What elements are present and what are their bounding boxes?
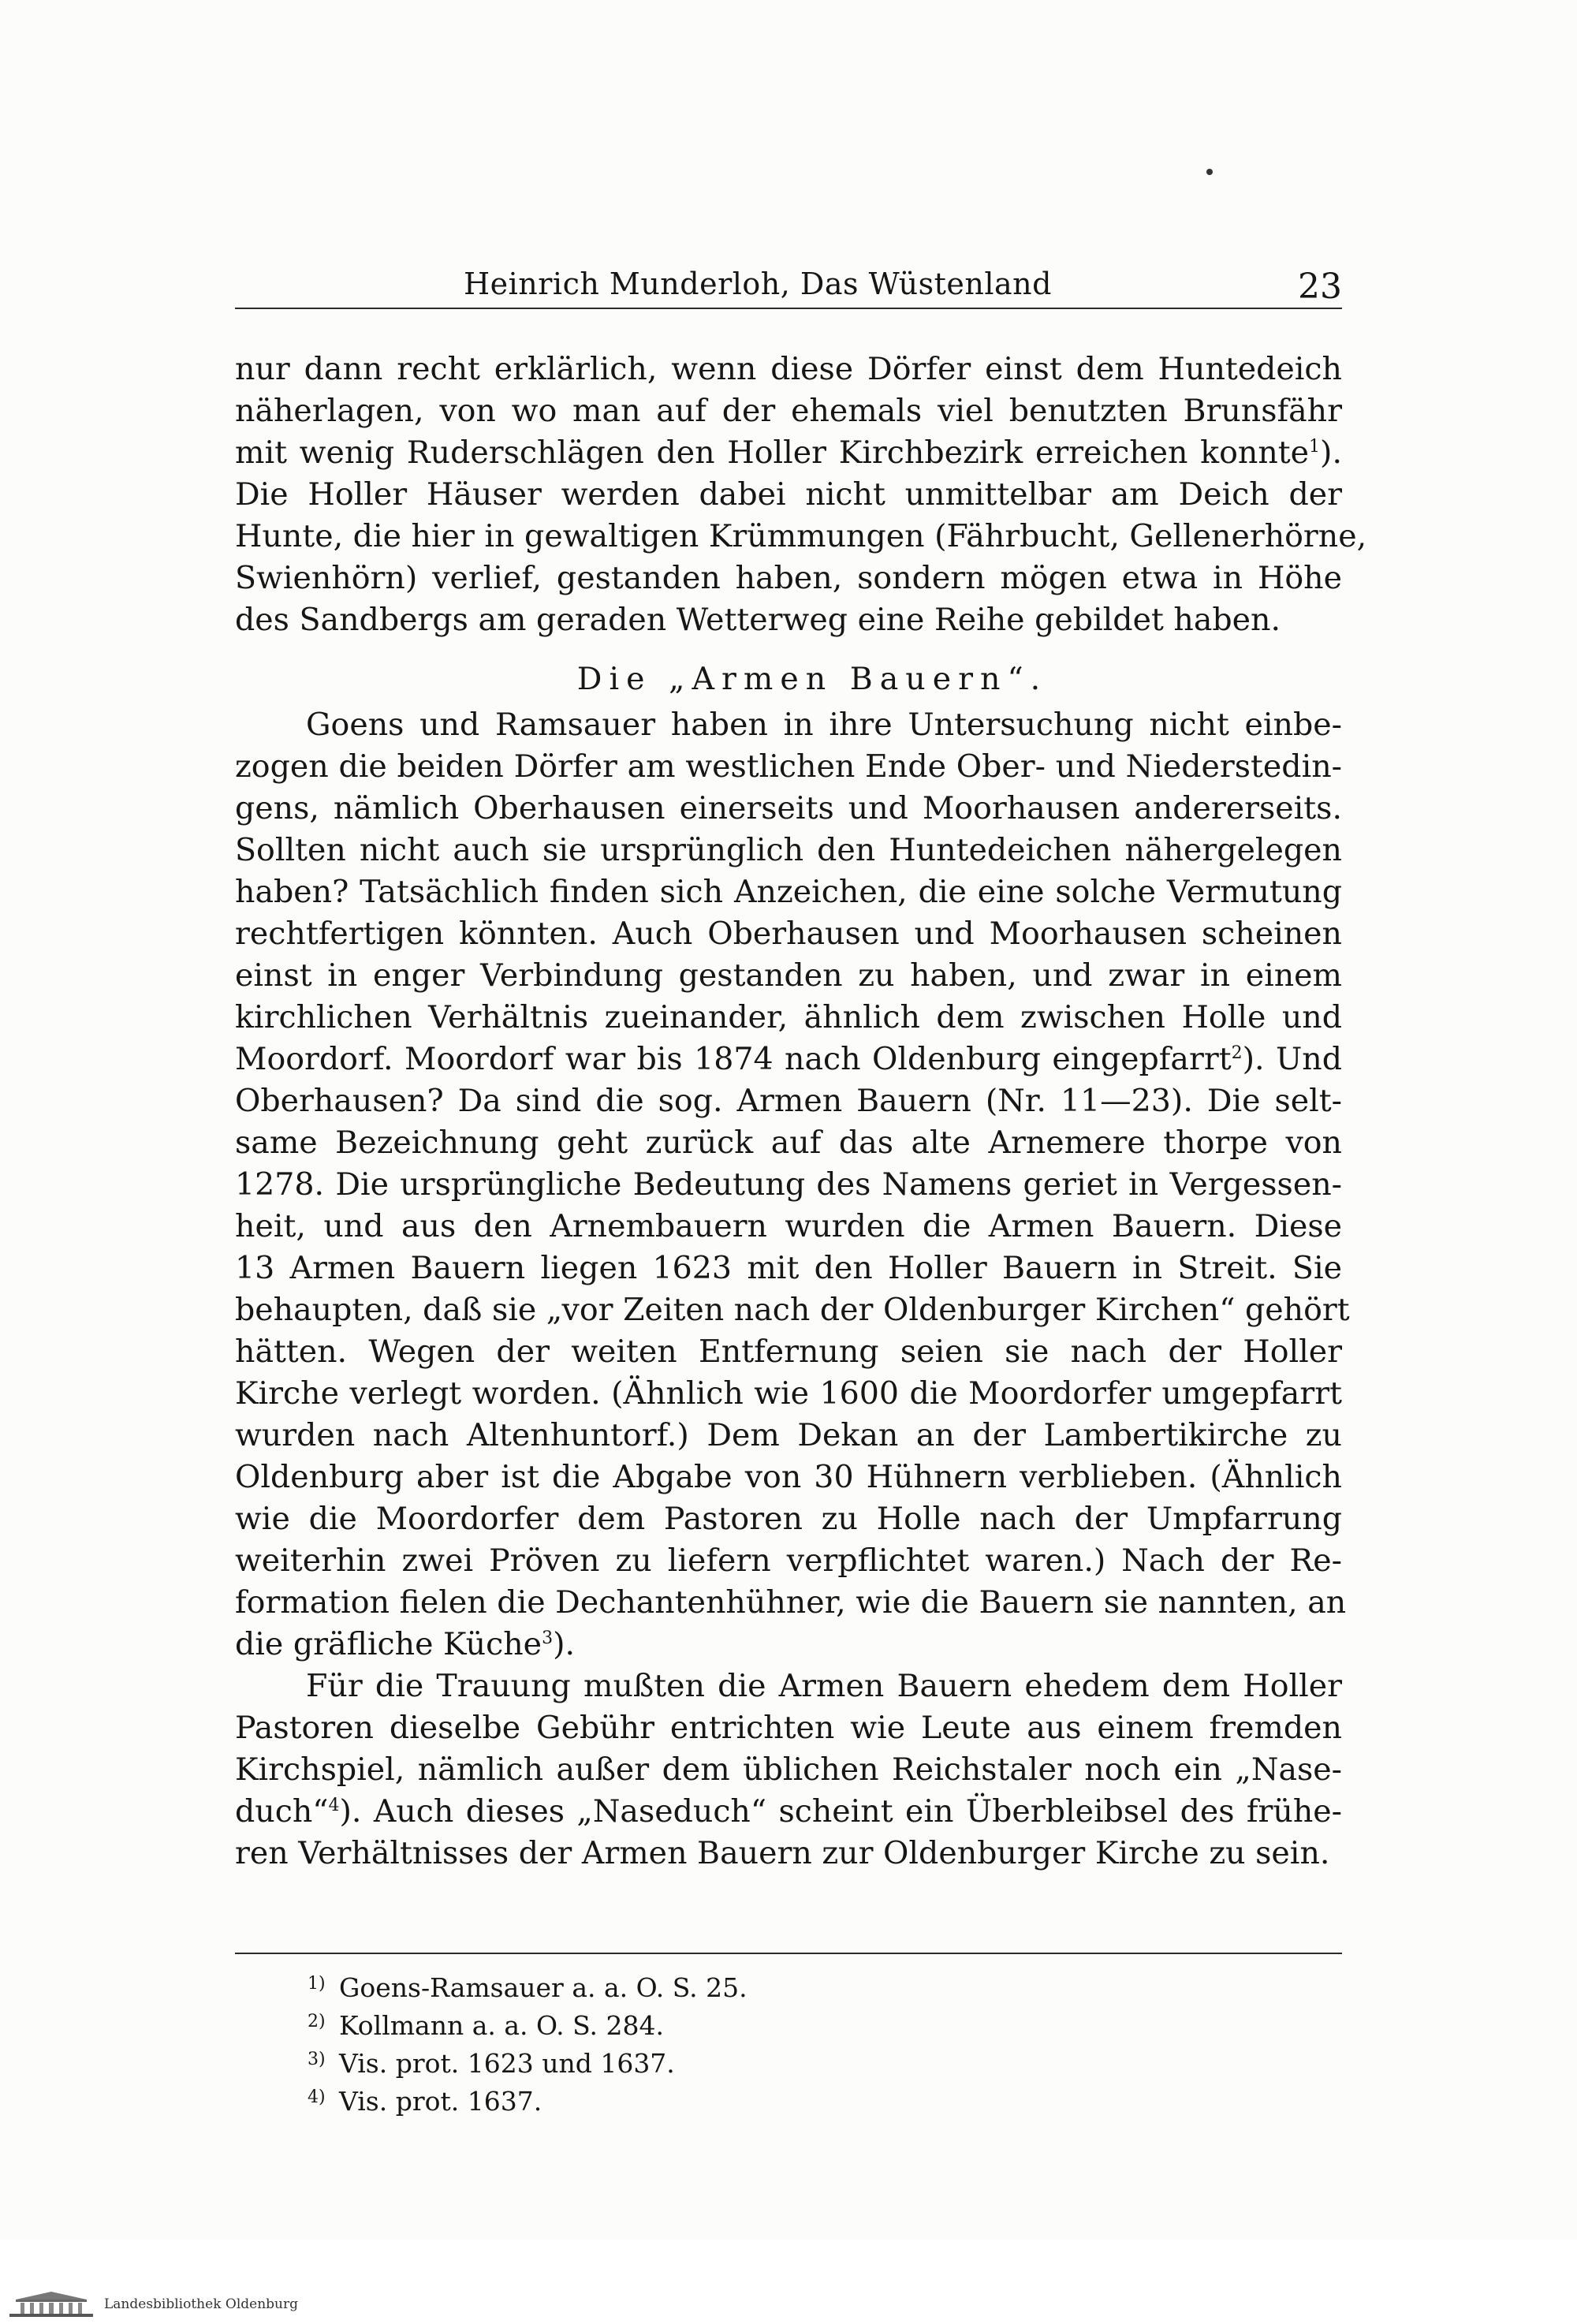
- library-footer: [0, 2285, 1577, 2324]
- text-line: näherlagen, von wo man auf der ehemals viel benutzten Brunsfähr: [235, 393, 1342, 429]
- text-line: wurden nach Altenhuntorf.) Dem Dekan an der Lambertikirche zu: [235, 1417, 1342, 1453]
- text-line: kirchlichen Verhältnis zueinander, ähnlich dem zwischen Holle und: [235, 999, 1342, 1035]
- text-line: weiterhin zwei Pröven zu liefern verpflichtet waren.) Nach der Re-: [235, 1542, 1342, 1579]
- text-line: gens, nämlich Oberhausen einerseits und Moorhausen andererseits.: [235, 790, 1342, 826]
- text-line: Oberhausen? Da sind die sog. Armen Bauern (Nr. 11—23). Die selt-: [235, 1083, 1342, 1119]
- text-line: Sollten nicht auch sie ursprünglich den Huntedeichen nähergelegen: [235, 832, 1342, 868]
- footnote-text: Vis. prot. 1637.: [339, 2086, 542, 2117]
- text-line: heit, und aus den Arnembauern wurden die Armen Bauern. Diese: [235, 1208, 1342, 1244]
- paragraph: [235, 704, 1350, 1666]
- text-line: Für die Trauung mußten die Armen Bauern ehedem dem Holler: [306, 1668, 1342, 1704]
- footnote-ref: 1: [1309, 436, 1321, 457]
- text-line: nur dann recht erklärlich, wenn diese Dörfer einst dem Huntedeich: [235, 351, 1342, 387]
- footnote: [308, 1967, 747, 2005]
- text-line: mit wenig Ruderschlägen den Holler Kirchbezirk erreichen konnte$^1$).: [235, 435, 1342, 471]
- text-line: wie die Moordorfer dem Pastoren zu Holle nach der Umpfarrung: [235, 1501, 1342, 1537]
- text-line: Kirche verlegt worden. (Ähnlich wie 1600 die Moordorfer umgepfarrt: [235, 1375, 1342, 1412]
- text-line: Die Holler Häuser werden dabei nicht unmittelbar am Deich der: [235, 476, 1342, 513]
- footnote-ref: 4: [328, 1795, 340, 1815]
- text-line: hätten. Wegen der weiten Entfernung seien sie nach der Holler: [235, 1334, 1342, 1370]
- footnote-mark: 3): [308, 2050, 326, 2069]
- text-line: rechtfertigen könnten. Auch Oberhausen und Moorhausen scheinen: [235, 916, 1342, 952]
- library-name: Landesbibliothek Oldenburg: [104, 2296, 299, 2312]
- text-line: Moordorf. Moordorf war bis 1874 nach Oldenburg eingepfarrt$^2$). Und: [235, 1041, 1342, 1077]
- text-line: same Bezeichnung geht zurück auf das alte Arnemere thorpe von: [235, 1125, 1342, 1161]
- library-building-icon: [8, 2290, 95, 2318]
- footnote-text: Kollmann a. a. O. S. 284.: [339, 2010, 665, 2041]
- speck-mark: [1206, 169, 1213, 175]
- footnote-mark: 4): [308, 2087, 326, 2107]
- footnote: [308, 2042, 747, 2080]
- footnote-ref: 2: [1231, 1043, 1243, 1063]
- text-line: Pastoren dieselbe Gebühr entrichten wie Leute aus einem fremden: [235, 1710, 1342, 1746]
- page-number: 23: [1298, 267, 1342, 307]
- text-line: behaupten, daß sie „vor Zeiten nach der Oldenburger Kirchen“ gehört: [235, 1292, 1350, 1328]
- text-line: des Sandbergs am geraden Wetterweg eine Reihe gebildet haben.: [235, 602, 1281, 638]
- paragraph: [235, 1666, 1342, 1874]
- section-heading: Die „Armen Bauern“.: [576, 661, 1048, 697]
- footnote: [308, 2080, 747, 2118]
- running-head: Heinrich Munderloh, Das Wüstenland: [464, 267, 1052, 301]
- footnote-text: Goens-Ramsauer a. a. O. S. 25.: [339, 1972, 747, 2003]
- text-line: Kirchspiel, nämlich außer dem üblichen Reichstaler noch ein „Nase-: [235, 1751, 1342, 1788]
- header-rule: [235, 308, 1342, 309]
- footnote-text: Vis. prot. 1623 und 1637.: [339, 2048, 675, 2079]
- footnotes: [308, 1967, 747, 2118]
- text-line: 1278. Die ursprüngliche Bedeutung des Namens geriet in Vergessen-: [235, 1166, 1342, 1203]
- text-line: formation fielen die Dechantenhühner, wie die Bauern sie nannten, an: [235, 1584, 1347, 1621]
- text-line: einst in enger Verbindung gestanden zu haben, und zwar in einem: [235, 957, 1342, 994]
- text-line: die gräfliche Küche$^3$).: [235, 1626, 576, 1662]
- text-line: Goens und Ramsauer haben in ihre Untersuchung nicht einbe-: [306, 707, 1342, 743]
- text-line: haben? Tatsächlich finden sich Anzeichen, die eine solche Vermutung: [235, 874, 1342, 910]
- text-line: zogen die beiden Dörfer am westlichen Ende Ober- und Niederstedin-: [235, 748, 1342, 785]
- text-line: duch“$^4$). Auch dieses „Naseduch“ scheint ein Überbleibsel des frühe-: [235, 1793, 1342, 1830]
- footnote: [308, 2005, 747, 2042]
- paragraph: [235, 349, 1367, 641]
- text-line: Swienhörn) verlief, gestanden haben, sondern mögen etwa in Höhe: [235, 560, 1342, 596]
- footnote-ref: 3: [542, 1628, 554, 1648]
- footnote-mark: 2): [308, 2012, 326, 2031]
- text-line: 13 Armen Bauern liegen 1623 mit den Holler Bauern in Streit. Sie: [235, 1250, 1342, 1286]
- page-header: [235, 259, 1342, 306]
- footnote-rule: [235, 1953, 1342, 1954]
- body-text: [235, 349, 1367, 1874]
- text-line: Hunte, die hier in gewaltigen Krümmungen (Fährbucht, Gellenerhörne,: [235, 518, 1367, 554]
- text-line: Oldenburg aber ist die Abgabe von 30 Hühnern verblieben. (Ähnlich: [235, 1459, 1342, 1495]
- footnote-mark: 1): [308, 1974, 326, 1994]
- text-line: ren Verhältnisses der Armen Bauern zur Oldenburger Kirche zu sein.: [235, 1835, 1330, 1871]
